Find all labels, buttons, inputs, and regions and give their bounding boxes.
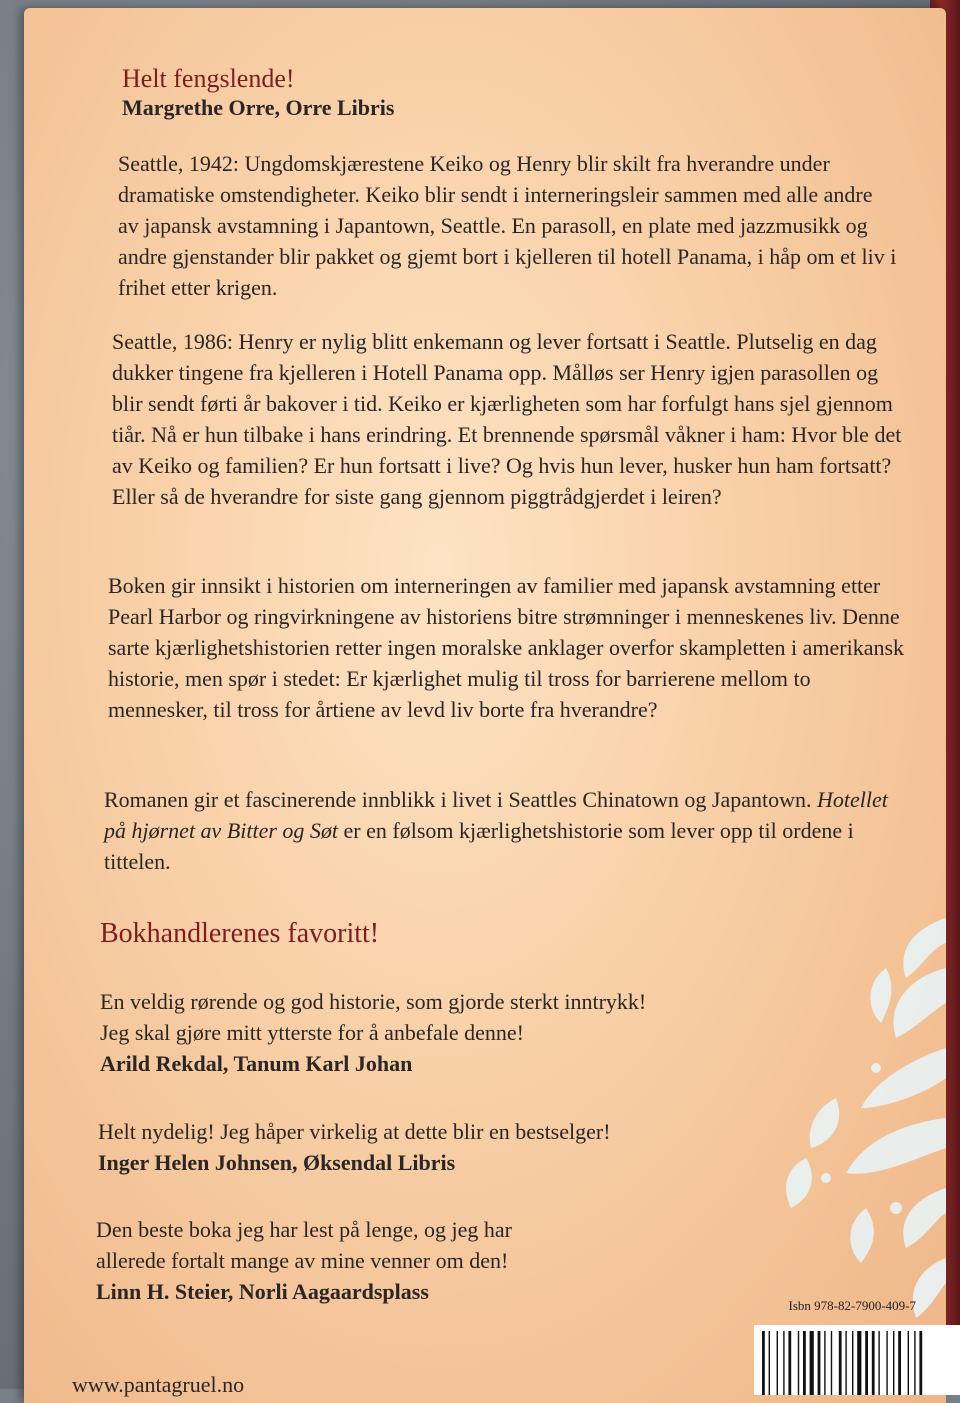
review-2-line-1: Helt nydelig! Jeg håper virkelig at dette blir en bestselger! [98, 1119, 611, 1144]
barcode-bar [865, 1331, 868, 1395]
barcode-bar [919, 1331, 922, 1395]
top-quote-headline: Helt fengslende! [122, 64, 295, 93]
review-2 [98, 1116, 858, 1178]
barcode-bar [898, 1331, 901, 1395]
novel-text-after: er en følsom kjærlighetshistorie som lever opp til ordene i tittelen. [104, 818, 854, 874]
barcode-bar [769, 1331, 770, 1395]
barcode-bar [908, 1331, 909, 1395]
barcode-bar [783, 1331, 784, 1395]
barcode-bar [872, 1331, 875, 1395]
paragraph-1942: Seattle, 1942: Ungdomskjærestene Keiko og Henry blir skilt fra hverandre under dramatiske omstendigheter. Keiko blir sendt i interneringsleir sammen med alle andre av japansk avstamning i Japantown, Seattle. En parasoll, en plate med jazzmusikk og andre gjenstander blir pakket og gjemt bort i kjelleren til hotell Panama, i håp om et liv i frihet etter krigen. [118, 151, 897, 300]
barcode-bar [777, 1331, 778, 1395]
barcode-bar [893, 1331, 894, 1395]
paragraph-novel [104, 784, 914, 877]
barcode-bar [810, 1331, 814, 1395]
review-1-line-1: En veldig rørende og god historie, som gjorde sterkt inntrykk! [100, 989, 647, 1014]
barcode-bar [803, 1331, 806, 1395]
barcode-bar [878, 1331, 879, 1395]
barcode-bar [845, 1331, 846, 1395]
barcode-icon [754, 1325, 960, 1395]
barcode-bar [762, 1331, 765, 1395]
top-quote-attribution: Margrethe Orre, Orre Libris [122, 95, 395, 120]
book-title: Hotellet på hjørnet av Bitter og Søt [104, 787, 888, 843]
review-2-name: Inger Helen Johnsen, Øksendal Libris [98, 1150, 456, 1175]
barcode-bar [788, 1331, 791, 1395]
review-1-line-2: Jeg skal gjøre mitt ytterste for å anbefale denne! [100, 1020, 524, 1045]
review-3-line-1: Den beste boka jeg har lest på lenge, og jeg har [96, 1217, 513, 1242]
book-back-cover [24, 8, 946, 1403]
review-3 [96, 1214, 796, 1307]
top-quote [122, 64, 882, 122]
review-3-name: Linn H. Steier, Norli Aagaardsplass [96, 1279, 429, 1304]
review-1 [100, 986, 860, 1079]
paragraph-history: Boken gir innsikt i historien om interneringen av familier med japansk avstamning etter Pearl Harbor og ringvirkningene av historiens bitre strømninger i menneskenes liv. Denne sarte kjærlighetshistorien retter ingen moralske anklager overfor skampletten i amerikansk historie, men spør i stedet: Er kjærlighet mulig til tross for barrierene mellom to mennesker, til tross for årtiene av levd liv borte fra hverandre? [108, 573, 905, 722]
barcode-bar [831, 1331, 832, 1395]
review-3-line-2: allerede fortalt mange av mine venner om den! [96, 1248, 509, 1273]
barcode-bar [886, 1331, 887, 1395]
novel-text-before: Romanen gir et fascinerende innblikk i livet i Seattles Chinatown og Japantown. [104, 787, 818, 812]
barcode-bar [824, 1331, 825, 1395]
barcode-bar [852, 1331, 853, 1395]
publisher-website: www.pantagruel.no [72, 1372, 245, 1397]
barcode-bar [857, 1331, 861, 1395]
barcode-bar [818, 1331, 821, 1395]
paragraph-1986: Seattle, 1986: Henry er nylig blitt enkemann og lever fortsatt i Seattle. Plutselig en dag dukker tingene fra kjelleren i Hotell Panama opp. Målløs ser Henry igjen parasollen og blir sendt førti år bakover i tid. Keiko er kjærligheten som har forfulgt hans sjel gjennom tiår. Nå er hun tilbake i hans erindring. Et brennende spørsmål våkner i ham: Hvor ble det av Keiko og familien? Er hun fortsatt i live? Og hvis hun lever, husker hun ham fortsatt? Eller så de hverandre for siste gang gjennom piggtrådgjerdet i leiren? [112, 329, 902, 509]
isbn-number: Isbn 978-82-7900-409-7 [788, 1298, 916, 1313]
barcode-bar [914, 1331, 915, 1395]
barcode-bar [839, 1331, 842, 1395]
favorites-heading: Bokhandlerenes favoritt! [100, 918, 380, 949]
review-1-name: Arild Rekdal, Tanum Karl Johan [100, 1051, 413, 1076]
barcode-bar [798, 1331, 799, 1395]
